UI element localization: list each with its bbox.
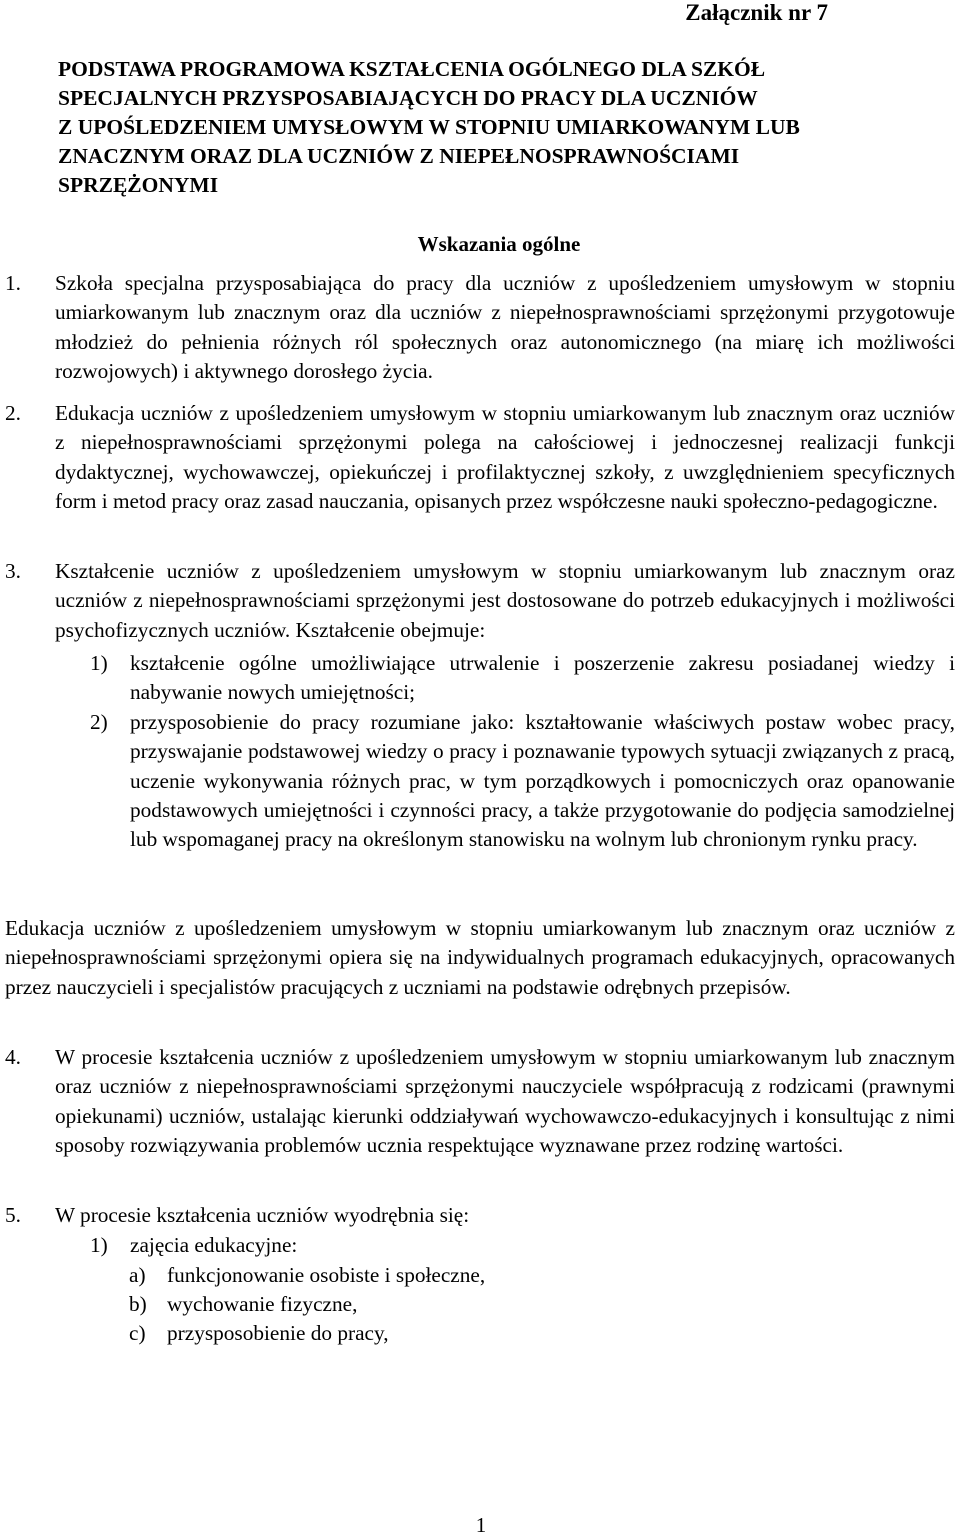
list-item-2 [5,399,955,516]
sub-item-number: 2) [90,710,108,734]
item-text: Kształcenie uczniów z upośledzeniem umysłowym w stopniu umiarkowanym lub znacznym oraz uczniów z niepełnosprawnościami sprzężonymi jest dostosowane do potrzeb edukacyjnych i możliwości psychofizycznych uczniów. Kształcenie obejmuje: [55,559,955,642]
sub-item-5-1 [90,1231,955,1260]
item-number: 1. [5,271,21,295]
item-text: Szkoła specjalna przysposabiająca do pracy dla uczniów z upośledzeniem umysłowym w stopniu umiarkowanym lub znacznym oraz dla uczniów z niepełnosprawnościami sprzężonymi przygotowuje młodzież do pełnienia różnych ról społecznych oraz autonomicznego (na miarę ich możliwości rozwojowych) i aktywnego dorosłego życia. [55,271,955,383]
annex-label: Załącznik nr 7 [685,0,828,25]
item-text: W procesie kształcenia uczniów z upośledzeniem umysłowym w stopniu umiarkowanym lub znacznym oraz uczniów z niepełnosprawnościami sprzężonymi nauczyciele współpracują z rodzicami (prawnymi opiekunami) uczniów, ustalając kierunki oddziaływań wychowawczo-edukacyjnych i konsultując z nimi sposoby rozwiązywania problemów ucznia respektujące wyznawane przez rodzinę wartości. [55,1045,955,1157]
letter-item-c [129,1319,929,1348]
letter-marker: a) [129,1263,146,1287]
item-text: W procesie kształcenia uczniów wyodrębnia się: [55,1203,470,1227]
page-number: 1 [475,1513,487,1537]
standalone-paragraph: Edukacja uczniów z upośledzeniem umysłowym w stopniu umiarkowanym lub znacznym oraz uczniów z niepełnosprawnościami sprzężonymi opiera się na indywidualnych programach edukacyjnych, opracowanych przez nauczycieli i specjalistów pracujących z uczniami na podstawie odrębnych przepisów. [5,916,955,999]
sub-item-3-2 [90,708,955,854]
title-line: SPRZĘŻONYMI [58,173,219,197]
document-title [58,55,918,200]
letter-marker: c) [129,1321,146,1345]
sub-item-3-1 [90,649,955,708]
sub-item-number: 1) [90,651,108,675]
list-item-5 [5,1201,955,1230]
letter-marker: b) [129,1292,147,1316]
item-text: Edukacja uczniów z upośledzeniem umysłowym w stopniu umiarkowanym lub znacznym oraz uczniów z niepełnosprawnościami sprzężonymi polega na całościowej i jednoczesnej realizacji funkcji dydaktycznej, wychowawczej, opiekuńczej i profilaktycznej szkoły, z uwzględnieniem specyficznych form i metod pracy oraz zasad nauczania, opisanych przez współczesne nauki społeczno-pedagogiczne. [55,401,955,513]
item-number: 4. [5,1045,21,1069]
letter-item-text: wychowanie fizyczne, [167,1292,358,1316]
sub-item-number: 1) [90,1233,108,1257]
letter-item-text: funkcjonowanie osobiste i społeczne, [167,1263,486,1287]
item-number: 3. [5,559,21,583]
title-line: SPECJALNYCH PRZYSPOSABIAJĄCYCH DO PRACY DLA UCZNIÓW [58,86,758,110]
title-line: Z UPOŚLEDZENIEM UMYSŁOWYM W STOPNIU UMIARKOWANYM LUB [58,115,800,139]
title-line: PODSTAWA PROGRAMOWA KSZTAŁCENIA OGÓLNEGO DLA SZKÓŁ [58,57,766,81]
letter-item-text: przysposobienie do pracy, [167,1321,389,1345]
title-line: ZNACZNYM ORAZ DLA UCZNIÓW Z NIEPEŁNOSPRAWNOŚCIAMI [58,144,740,168]
sub-item-text: przysposobienie do pracy rozumiane jako: kształtowanie właściwych postaw wobec pracy, przyswajanie podstawowej wiedzy o pracy i poznawanie typowych sytuacji związanych z pracą, uczenie wykonywania różnych prac, w tym porządkowych i pomocniczych oraz opanowanie podstawowych umiejętności i czynności pracy, a także przygotowanie do podjęcia samodzielnej lub wspomaganej pracy na określonym stanowisku na wolnym lub chronionym rynku pracy. [130,710,955,852]
item-number: 2. [5,401,21,425]
list-item-4 [5,1043,955,1160]
sub-item-text: zajęcia edukacyjne: [130,1233,298,1257]
sub-item-text: kształcenie ogólne umożliwiające utrwalenie i poszerzenie zakresu posiadanej wiedzy i nabywanie nowych umiejętności; [130,651,955,705]
letter-item-a [129,1261,929,1290]
section-heading: Wskazania ogólne [417,232,581,256]
list-item-1 [5,269,955,386]
item-number: 5. [5,1203,21,1227]
letter-item-b [129,1290,929,1319]
list-item-3 [5,557,955,645]
